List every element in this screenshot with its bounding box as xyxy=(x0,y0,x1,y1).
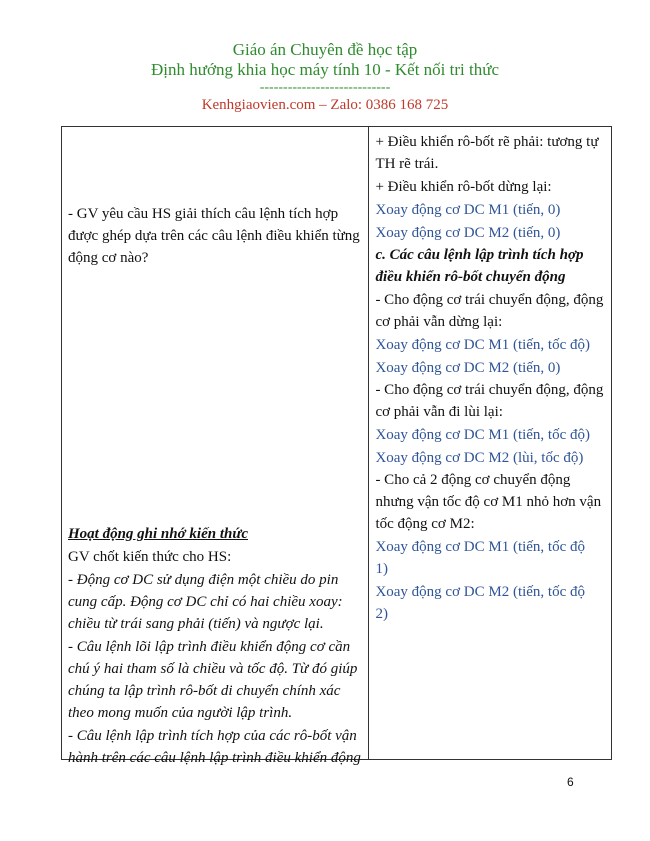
code-line: Xoay động cơ DC M1 (tiến, 0) xyxy=(375,202,561,218)
summary-line: - Câu lệnh lập trình tích hợp của các rô-bốt vận xyxy=(68,728,357,744)
question-line: được ghép dựa trên các câu lệnh điều khiển từng xyxy=(68,228,360,244)
page-number: 6 xyxy=(567,775,574,789)
code-line: Xoay động cơ DC M1 (tiến, tốc độ) xyxy=(375,337,591,353)
content-line: cơ phải vẫn đi lùi lại: xyxy=(375,404,503,420)
activity-heading: Hoạt động ghi nhớ kiến thức xyxy=(68,526,248,542)
summary-line: - Câu lệnh lõi lập trình điều khiển động cơ cần xyxy=(68,639,351,655)
question-line: - GV yêu cầu HS giải thích câu lệnh tích hợp xyxy=(68,206,339,222)
right-column xyxy=(369,127,612,760)
summary-line: theo mong muốn của người lập trình. xyxy=(68,705,293,721)
code-line: Xoay động cơ DC M2 (tiến, tốc độ xyxy=(375,584,586,600)
header-title: Giáo án Chuyên đề học tập xyxy=(232,40,418,59)
summary-intro: GV chốt kiến thức cho HS: xyxy=(68,549,232,565)
summary-line: chiều từ trái sang phải (tiến) và ngược lại. xyxy=(68,616,324,632)
header-contact: Kenhgiaovien.com – Zalo: 0386 168 725 xyxy=(201,97,449,113)
lesson-table xyxy=(61,126,612,766)
header-subtitle: Định hướng khia học máy tính 10 - Kết nối tri thức xyxy=(150,60,499,79)
content-line: cơ phải vẫn dừng lại: xyxy=(375,314,503,330)
content-line: - Cho cả 2 động cơ chuyển động xyxy=(375,472,571,488)
code-line: Xoay động cơ DC M2 (tiến, 0) xyxy=(375,225,561,241)
content-line: + Điều khiển rô-bốt rẽ phải: tương tự xyxy=(375,134,599,150)
content-line: - Cho động cơ trái chuyển động, động xyxy=(375,382,604,398)
content-line: TH rẽ trái. xyxy=(375,156,439,172)
code-line: Xoay động cơ DC M1 (tiến, tốc độ xyxy=(375,539,586,555)
code-line: 2) xyxy=(375,606,388,622)
summary-line: cung cấp. Động cơ DC chỉ có hai chiều xoay: xyxy=(68,594,343,610)
content-line: tốc động cơ M2: xyxy=(375,516,475,532)
summary-line: chúng ta lập trình rô-bốt di chuyển chính xác xyxy=(68,683,341,699)
section-heading: c. Các câu lệnh lập trình tích hợp xyxy=(375,247,584,263)
code-line: Xoay động cơ DC M1 (tiến, tốc độ) xyxy=(375,427,591,443)
content-line: - Cho động cơ trái chuyển động, động xyxy=(375,292,604,308)
summary-line: - Động cơ DC sử dụng điện một chiều do pin xyxy=(68,572,339,588)
summary-line: chú ý hai tham số là chiều và tốc độ. Từ đó giúp xyxy=(68,661,358,677)
question-line: động cơ nào? xyxy=(68,250,149,266)
code-line: 1) xyxy=(375,561,388,577)
summary-line: hành trên các câu lệnh lập trình điều khiển động xyxy=(68,750,361,766)
section-heading: điều khiển rô-bốt chuyển động xyxy=(375,269,566,285)
content-line: nhưng vận tốc độ cơ M1 nhỏ hơn vận xyxy=(375,494,602,510)
code-line: Xoay động cơ DC M2 (lùi, tốc độ) xyxy=(375,450,584,466)
left-column xyxy=(62,127,369,766)
content-line: + Điều khiển rô-bốt dừng lại: xyxy=(375,179,552,195)
header-separator: ---------------------------- xyxy=(259,80,391,95)
code-line: Xoay động cơ DC M2 (tiến, 0) xyxy=(375,360,561,376)
